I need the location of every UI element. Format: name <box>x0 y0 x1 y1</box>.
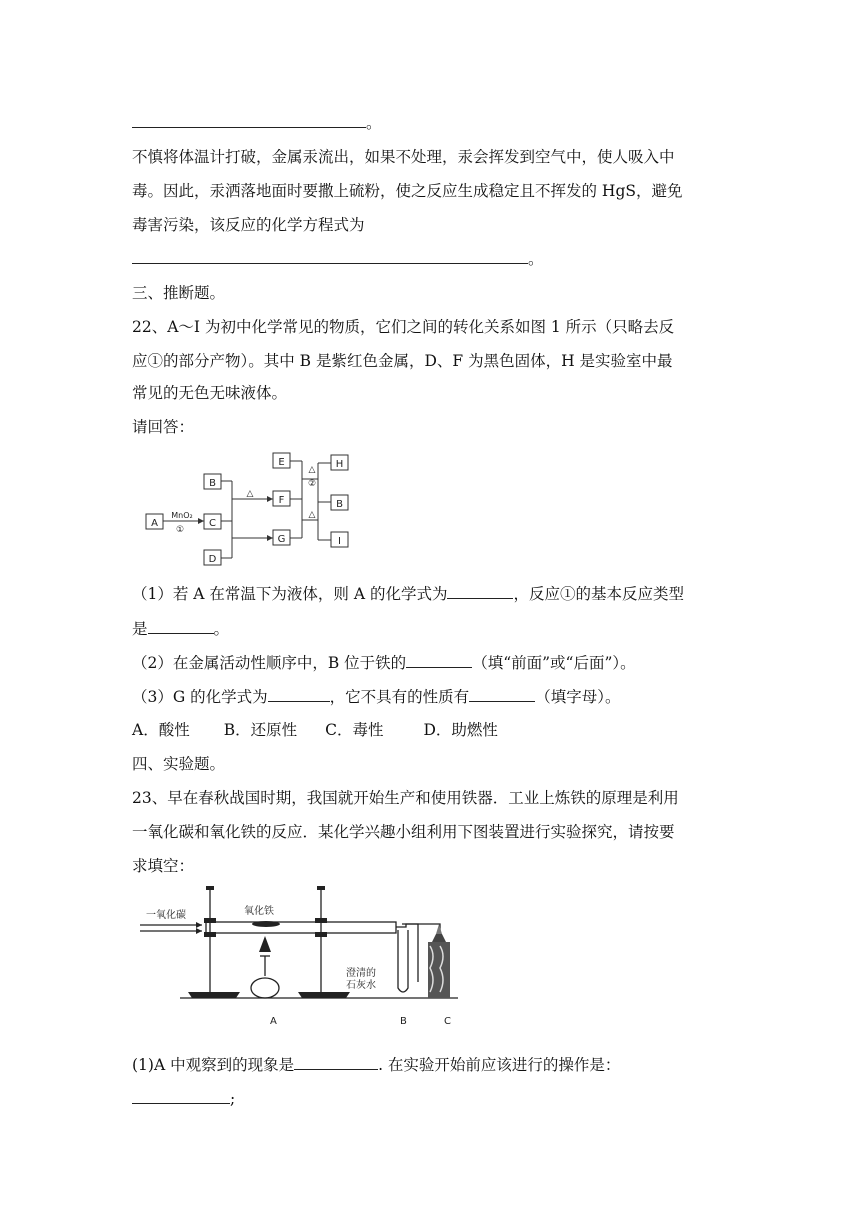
heat-symbol: △ <box>308 510 316 520</box>
option-a: A．酸性 <box>132 721 190 739</box>
question-22-line: 常见的无色无味液体。 <box>132 384 288 402</box>
answer-blank[interactable] <box>469 687 535 702</box>
options-row <box>132 719 498 741</box>
node-g-label: G <box>277 534 286 545</box>
answer-blank[interactable] <box>132 1089 230 1104</box>
reaction-1-label: ① <box>175 525 185 535</box>
answer-blank[interactable] <box>406 653 472 668</box>
node-a-label: A <box>151 518 158 529</box>
node-i-label: I <box>338 536 341 547</box>
section-heading: 四、实验题。 <box>132 755 226 773</box>
answer-blank[interactable] <box>132 113 366 128</box>
label-b: B <box>400 1016 407 1027</box>
node-b2-label: B <box>336 499 343 510</box>
label-a: A <box>270 1016 277 1027</box>
question-22-line: 应①的部分产物）。其中 B 是紫红色金属，D、F 为黑色固体，H 是实验室中最 <box>132 352 673 370</box>
heat-symbol: △ <box>308 465 316 475</box>
reaction-2-label: ② <box>307 479 317 489</box>
co-label: 一氧化碳 <box>146 910 186 921</box>
answer-blank[interactable] <box>294 1055 378 1070</box>
question-22-line: 22、A～I 为初中化学常见的物质，它们之间的转化关系如图 1 所示（只略去反 <box>132 318 675 336</box>
node-e-label: E <box>278 457 285 468</box>
node-h-label: H <box>335 459 344 470</box>
apparatus-figure <box>140 884 470 1030</box>
paragraph-line: 不慎将体温计打破，金属汞流出，如果不处理，汞会挥发到空气中，使人吸入中 <box>132 148 675 166</box>
answer-blank[interactable] <box>132 249 528 264</box>
question-22-part-3: （3）G 的化学式为 ，它不具有的性质有 （填字母）。 <box>132 688 621 706</box>
label-c: C <box>444 1016 451 1027</box>
node-f-label: F <box>278 495 285 506</box>
answer-line-2: 。 <box>132 248 544 270</box>
option-c: C．毒性 <box>325 721 384 739</box>
paragraph-line: 毒。因此，汞洒落地面时要撒上硫粉，使之反应生成稳定且不挥发的 HgS，避免 <box>132 182 683 200</box>
node-b-label: B <box>209 478 216 489</box>
fe2o3-label: 氧化铁 <box>244 906 274 917</box>
answer-blank[interactable] <box>447 584 513 599</box>
option-d: D．助燃性 <box>423 721 498 739</box>
paragraph-line: 毒害污染，该反应的化学方程式为 <box>132 216 365 234</box>
question-22-part-1-cont: 是 。 <box>132 620 230 638</box>
reaction-diagram <box>140 446 360 570</box>
section-heading: 三、推断题。 <box>132 284 226 302</box>
question-23-part-1: (1)A 中观察到的现象是 . 在实验开始前应该进行的操作是： <box>132 1056 621 1074</box>
question-23-line: 23、早在春秋战国时期，我国就开始生产和使用铁器．工业上炼铁的原理是利用 <box>132 789 679 807</box>
question-22-prompt: 请回答： <box>132 418 195 436</box>
limewater-label: 澄清的 <box>346 968 376 979</box>
question-23-line: 一氧化碳和氧化铁的反应．某化学兴趣小组利用下图装置进行实验探究，请按要 <box>132 823 675 841</box>
question-23-part-1-cont: ; <box>132 1088 235 1110</box>
answer-blank[interactable] <box>148 619 214 634</box>
question-22-part-1: （1）若 A 在常温下为液体，则 A 的化学式为 ，反应①的基本反应类型 <box>132 585 684 603</box>
node-d-label: D <box>208 554 217 565</box>
question-22-part-2: （2）在金属活动性顺序中，B 位于铁的 （填“前面”或“后面”）。 <box>132 654 636 672</box>
heat-symbol: △ <box>246 489 254 499</box>
question-23-line: 求填空： <box>132 857 195 875</box>
limewater-label: 石灰水 <box>346 980 376 991</box>
option-b: B．还原性 <box>223 721 298 739</box>
answer-blank[interactable] <box>268 687 330 702</box>
catalyst-label: MnO₂ <box>171 511 193 520</box>
answer-line-1: 。 <box>132 112 382 134</box>
node-c-label: C <box>209 518 216 529</box>
